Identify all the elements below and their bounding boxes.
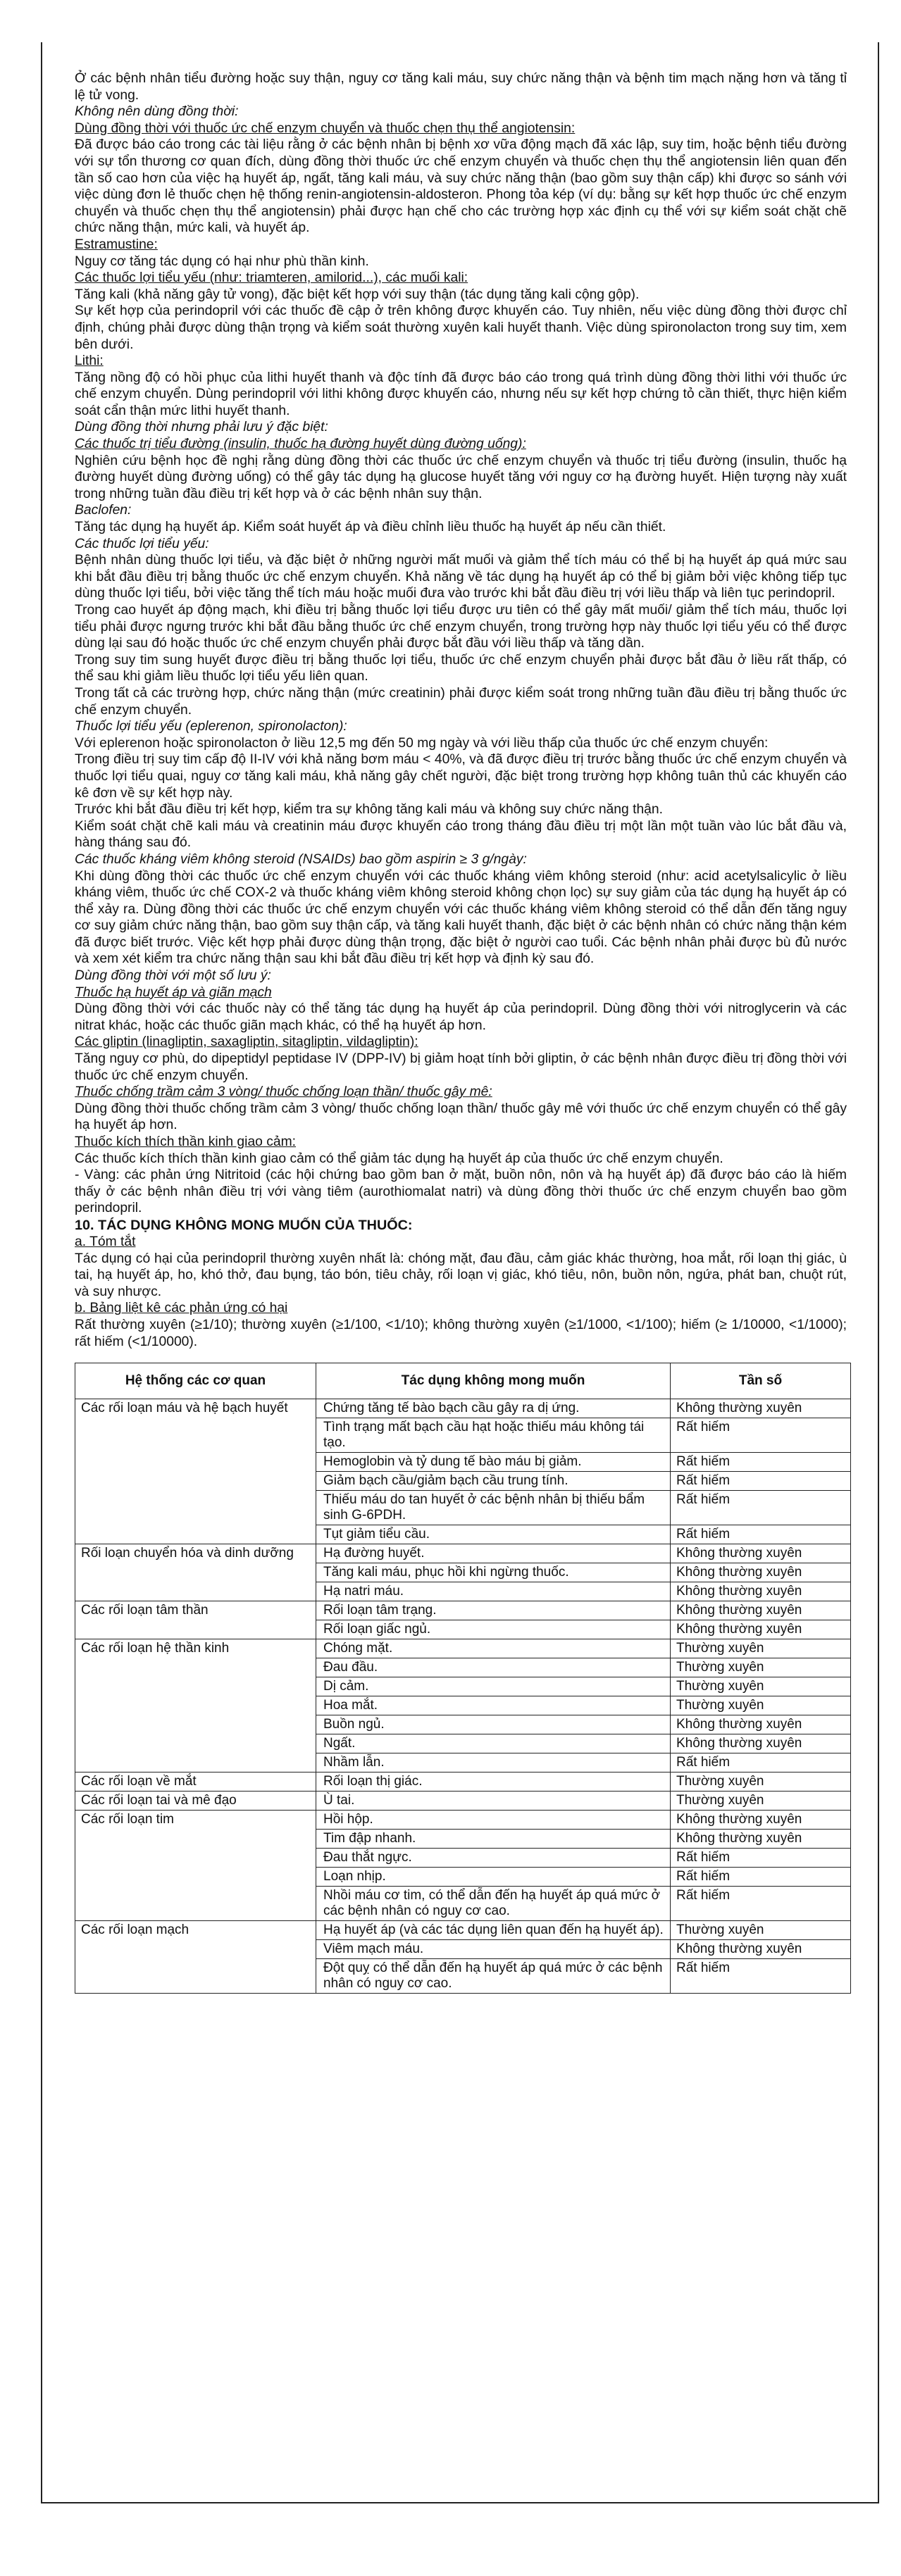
frequency-cell: Không thường xuyên [671,1544,851,1563]
subheading: Dùng đồng thời với một số lưu ý: [75,968,271,984]
effect-cell: Ù tai. [316,1792,671,1811]
frequency-cell: Rất hiếm [671,1472,851,1491]
paragraph: Tăng nồng độ có hồi phục của lithi huyết thanh và độc tính đã được báo cáo trong quá trình dùng đồng thời lithi với thuốc ức chế enzym chuyển. Dùng perindopril với lithi không được khuyến cáo, nhưng nếu sự kết hợp chứng tỏ cần thiết, thực hiện kiểm soát cẩn thận mức lithi huyết thanh. [75,370,847,418]
table-row [75,1811,851,1830]
frequency-cell: Không thường xuyên [671,1582,851,1601]
effect-cell: Đau đầu. [316,1658,671,1677]
frequency-cell: Không thường xuyên [671,1811,851,1830]
table-row [75,1792,851,1811]
paragraph: Tăng nguy cơ phù, do dipeptidyl peptidase IV (DPP-IV) bị giảm hoạt tính bởi gliptin, ở các bệnh nhân được điều trị đồng thời với thuốc ức chế enzym chuyển. [75,1051,847,1083]
effect-cell: Dị cảm. [316,1677,671,1696]
paragraph: Tác dụng có hại của perindopril thường xuyên nhất là: chóng mặt, đau đầu, cảm giác khác thường, hoa mắt, rối loạn thị giác, ù tai, hạ huyết áp, ho, khó thở, đau bụng, táo bón, tiêu chảy, rối loạn vị giác, khó tiêu, nôn, buồn nôn, ngứa, phát ban, chuột rút, và suy nhược. [75,1251,847,1299]
frequency-cell: Rất hiếm [671,1868,851,1887]
effect-cell: Rối loạn giấc ngủ. [316,1620,671,1639]
effect-cell: Rối loạn tâm trạng. [316,1601,671,1620]
paragraph: Nguy cơ tăng tác dụng có hại như phù thần kinh. [75,254,369,269]
paragraph: Tăng kali (khả năng gây tử vong), đặc biệt kết hợp với suy thận (tác dụng tăng kali cộng gộp). [75,287,640,302]
frequency-cell: Thường xuyên [671,1696,851,1715]
effect-cell: Buồn ngủ. [316,1715,671,1734]
effect-cell: Hemoglobin và tỷ dung tế bào máu bị giảm. [316,1453,671,1472]
frequency-cell: Rất hiếm [671,1849,851,1868]
frequency-cell: Không thường xuyên [671,1563,851,1582]
paragraph: Ở các bệnh nhân tiểu đường hoặc suy thận, nguy cơ tăng kali máu, suy chức năng thận và bệnh tim mạch nặng hơn và tăng tỉ lệ tử vong. [75,71,847,103]
frequency-cell: Rất hiếm [671,1753,851,1772]
organ-cell: Các rối loạn tai và mê đạo [75,1792,316,1811]
frequency-cell: Rất hiếm [671,1491,851,1525]
frequency-cell: Không thường xuyên [671,1399,851,1418]
subheading: b. Bảng liệt kê các phản ứng có hại [75,1301,288,1316]
subheading: Thuốc hạ huyết áp và giãn mạch [75,984,272,1000]
header-organ: Hệ thống các cơ quan [75,1363,316,1399]
effect-cell: Chứng tăng tế bào bạch cầu gây ra dị ứng. [316,1399,671,1418]
subheading: Dùng đồng thời nhưng phải lưu ý đặc biệt: [75,420,328,435]
paragraph: Sự kết hợp của perindopril với các thuốc đề cập ở trên không được khuyến cáo. Tuy nhiên, nếu việc dùng đồng thời được chỉ định, chúng phải được dùng thận trọng và kiểm soát thường xuyên kali huyết thanh. Việc dùng spironolacton trong suy tim, xem bên dưới. [75,304,847,352]
section-heading: 10. TÁC DỤNG KHÔNG MONG MUỐN CỦA THUỐC: [75,1217,413,1233]
frequency-cell: Thường xuyên [671,1772,851,1792]
frequency-cell: Rất hiếm [671,1418,851,1453]
organ-cell: Các rối loạn máu và hệ bạch huyết [75,1399,316,1544]
effect-cell: Ngất. [316,1734,671,1753]
organ-cell: Các rối loạn hệ thần kinh [75,1639,316,1772]
subheading: Các thuốc lợi tiểu yếu: [75,536,209,551]
subheading: Dùng đồng thời với thuốc ức chế enzym chuyển và thuốc chẹn thụ thể angiotensin: [75,120,576,136]
effect-cell: Tụt giảm tiểu cầu. [316,1525,671,1544]
organ-cell: Rối loạn chuyển hóa và dinh dưỡng [75,1544,316,1601]
document-text [75,70,847,1350]
frequency-cell: Thường xuyên [671,1792,851,1811]
frequency-cell: Thường xuyên [671,1921,851,1940]
subheading: Các thuốc kháng viêm không steroid (NSAIDs) bao gồm aspirin ≥ 3 g/ngày: [75,851,527,867]
subheading: Các thuốc lợi tiểu yếu (như: triamteren, amilorid...), các muối kali: [75,270,468,286]
frequency-cell: Rất hiếm [671,1525,851,1544]
effect-cell: Tình trạng mất bạch cầu hạt hoặc thiếu máu không tái tạo. [316,1418,671,1453]
frequency-cell: Thường xuyên [671,1658,851,1677]
effect-cell: Thiếu máu do tan huyết ở các bệnh nhân bị thiếu bẩm sinh G-6PDH. [316,1491,671,1525]
effect-cell: Hạ đường huyết. [316,1544,671,1563]
frequency-cell: Không thường xuyên [671,1715,851,1734]
subheading: Lithi: [75,354,104,369]
frequency-cell: Thường xuyên [671,1639,851,1658]
table-row [75,1544,851,1563]
paragraph: Tăng tác dụng hạ huyết áp. Kiểm soát huyết áp và điều chỉnh liều thuốc hạ huyết áp nếu cần thiết. [75,520,666,535]
effect-cell: Rối loạn thị giác. [316,1772,671,1792]
effect-cell: Hạ natri máu. [316,1582,671,1601]
paragraph: Rất thường xuyên (≥1/10); thường xuyên (≥1/100, <1/10); không thường xuyên (≥1/1000, <1/100); hiếm (≥ 1/10000, <1/1000); rất hiếm (<1/10000). [75,1317,847,1349]
paragraph: Dùng đồng thời với các thuốc này có thể tăng tác dụng hạ huyết áp của perindopril. Dùng đồng thời với nitroglycerin và các nitrat khác, hoặc các thuốc giãn mạch khác, có thể hạ huyết áp hơn. [75,1001,847,1033]
organ-cell: Các rối loạn tim [75,1811,316,1921]
effect-cell: Nhồi máu cơ tim, có thể dẫn đến hạ huyết áp quá mức ở các bệnh nhân có nguy cơ cao. [316,1887,671,1921]
paragraph: Dùng đồng thời thuốc chống trầm cảm 3 vòng/ thuốc chống loạn thần/ thuốc gây mê với thuốc ức chế enzym chuyển có thể gây hạ huyết áp hơn. [75,1101,847,1133]
frequency-cell: Không thường xuyên [671,1940,851,1959]
paragraph: Trước khi bắt đầu điều trị kết hợp, kiểm tra sự không tăng kali máu và không suy chức năng thận. [75,802,663,818]
effect-cell: Hồi hộp. [316,1811,671,1830]
organ-cell: Các rối loạn về mắt [75,1772,316,1792]
effect-cell: Tăng kali máu, phục hồi khi ngừng thuốc. [316,1563,671,1582]
effect-cell: Hạ huyết áp (và các tác dụng liên quan đến hạ huyết áp). [316,1921,671,1940]
subheading: Thuốc lợi tiểu yếu (eplerenon, spironolacton): [75,719,347,734]
subheading: Estramustine: [75,237,158,252]
frequency-cell: Thường xuyên [671,1677,851,1696]
effect-cell: Tim đập nhanh. [316,1830,671,1849]
frequency-cell: Không thường xuyên [671,1734,851,1753]
paragraph: Đã được báo cáo trong các tài liệu rằng ở các bệnh nhân bị bệnh xơ vữa động mạch đã xác lập, suy tim, hoặc bệnh tiểu đường với sự tổn thương cơ quan đích, dùng đồng thời thuốc ức chế enzym chuyển và thuốc chẹn thụ thể angiotensin liên quan đến tần số cao hơn của việc hạ huyết áp, ngất, tăng kali máu, và suy chức năng thận (bao gồm suy thận cấp) khi được so sánh với việc dùng đơn lẻ thuốc chẹn hệ thống renin-angiotensin-aldosteron. Phong tỏa kép (ví dụ: bằng sự kết hợp thuốc ức chế enzym chuyển và thuốc chẹn thụ thể angiotensin) phải được hạn chế cho các trường hợp xác định cụ thể với sự kiểm soát chặt chẽ chức năng thận, mức kali, và huyết áp. [75,137,847,236]
paragraph: Trong cao huyết áp động mạch, khi điều trị bằng thuốc lợi tiểu được ưu tiên có thể gây mất muối/ giảm thể tích máu, thuốc lợi tiểu phải được ngưng trước khi bắt đầu bằng thuốc ức chế enzym chuyển, trong trường hợp này thuốc lợi tiểu yếu có thể được dùng lại sau đó hoặc thuốc ức chế enzym chuyển phải được bắt đầu với liều thấp và tăng dần. [75,603,847,651]
paragraph: Bệnh nhân dùng thuốc lợi tiểu, và đặc biệt ở những người mất muối và giảm thể tích máu có thể bị hạ huyết áp quá mức sau khi bắt đầu điều trị bằng thuốc ức chế enzym chuyển. Khả năng về tác dụng hạ huyết áp có thể bị giảm bởi việc không tiếp tục dùng thuốc lợi tiểu, bởi việc tăng thể tích máu hoặc muối đưa vào trước khi bắt đầu điều trị với liều thấp và liên tục perindopril. [75,553,847,601]
header-frequency: Tần số [671,1363,851,1399]
paragraph: Trong tất cả các trường hợp, chức năng thận (mức creatinin) phải được kiểm soát trong những tuần đầu điều trị bằng thuốc ức chế enzym chuyển. [75,685,847,718]
paragraph: - Vàng: các phản ứng Nitritoid (các hội chứng bao gồm ban ở mặt, buồn nôn, nôn và hạ huyết áp) đã được báo cáo là hiếm thấy ở các bệnh nhân điều trị với vàng tiêm (aurothiomalat natri) và dùng đồng thời thuốc ức chế enzym chuyển bao gồm perindopril. [75,1168,847,1216]
subheading: a. Tóm tắt [75,1234,136,1249]
effect-cell: Hoa mắt. [316,1696,671,1715]
organ-cell: Các rối loạn tâm thần [75,1601,316,1639]
table-row [75,1921,851,1940]
subheading: Thuốc chống trầm cảm 3 vòng/ thuốc chống loạn thần/ thuốc gây mê: [75,1084,492,1100]
paragraph: Với eplerenon hoặc spironolacton ở liều 12,5 mg đến 50 mg ngày và với liều thấp của thuốc ức chế enzym chuyển: [75,735,769,751]
paragraph: Trong điều trị suy tim cấp độ II-IV với khả năng bơm máu < 40%, và đã được điều trị trước bằng thuốc ức chế enzym chuyển và thuốc lợi tiểu quai, nguy cơ tăng kali máu, khả năng gây chết người, đặc biệt trong trường hợp không tuân thủ các khuyến cáo kê đơn về sự kết hợp này. [75,752,847,801]
frequency-cell: Không thường xuyên [671,1601,851,1620]
subheading: Các gliptin (linagliptin, saxagliptin, sitagliptin, vildagliptin): [75,1034,418,1050]
subheading: Không nên dùng đồng thời: [75,104,239,120]
organ-cell: Các rối loạn mạch [75,1921,316,1994]
effect-cell: Chóng mặt. [316,1639,671,1658]
paragraph: Trong suy tim sung huyết được điều trị bằng thuốc lợi tiểu, thuốc ức chế enzym chuyển phải được bắt đầu ở liều rất thấp, có thể sau khi giảm liều thuốc lợi tiểu yếu liên quan. [75,652,847,684]
frequency-cell: Rất hiếm [671,1887,851,1921]
subheading: Thuốc kích thích thần kinh giao cảm: [75,1134,297,1149]
paragraph: Các thuốc kích thích thần kinh giao cảm có thể giảm tác dụng hạ huyết áp của thuốc ức chế enzym chuyển. [75,1151,723,1166]
frequency-cell: Không thường xuyên [671,1830,851,1849]
table-row [75,1601,851,1620]
table-row [75,1639,851,1658]
effect-cell: Nhầm lẫn. [316,1753,671,1772]
paragraph: Kiểm soát chặt chẽ kali máu và creatinin máu được khuyến cáo trong tháng đầu điều trị một lần một tuần vào lúc bắt đầu và, hàng tháng sau đó. [75,818,847,851]
effect-cell: Viêm mạch máu. [316,1940,671,1959]
subheading: Baclofen: [75,503,132,518]
frequency-cell: Không thường xuyên [671,1620,851,1639]
effect-cell: Đột quỵ có thể dẫn đến hạ huyết áp quá mức ở các bệnh nhân có nguy cơ cao. [316,1959,671,1994]
table-header-row [75,1363,851,1399]
effect-cell: Giảm bạch cầu/giảm bạch cầu trung tính. [316,1472,671,1491]
frequency-cell: Rất hiếm [671,1959,851,1994]
header-effect: Tác dụng không mong muốn [316,1363,671,1399]
frequency-cell: Rất hiếm [671,1453,851,1472]
paragraph: Khi dùng đồng thời các thuốc ức chế enzym chuyển với các thuốc kháng viêm không steroid (như: acid acetylsalicylic ở liều kháng viêm, thuốc ức chế COX-2 và thuốc kháng viêm không steroid không chọn lọc) sự suy giảm của tác dụng hạ huyết áp có thể xảy ra. Dùng đồng thời các thuốc ức chế enzym chuyển với các thuốc kháng viêm không steroid có thể dẫn đến tăng nguy cơ suy giảm chức năng thận, bao gồm suy thận cấp, và tăng kali huyết thanh, đặc biệt ở các bệnh nhân có chức năng thận kém đã được biết trước. Việc kết hợp phải được dùng thận trọng, đặc biệt ở người cao tuổi. Các bệnh nhân phải được bù đủ nước và xem xét kiểm tra chức năng thận sau khi bắt đầu điều trị kết hợp và định kỳ sau đó. [75,868,847,967]
paragraph: Nghiên cứu bệnh học đề nghị rằng dùng đồng thời các thuốc ức chế enzym chuyển và thuốc trị tiểu đường (insulin, thuốc hạ đường huyết dùng đường uống) có thể gây tác dụng hạ glucose huyết tăng với nguy cơ hạ đường huyết. Hiện tượng này xuất trong những tuần đầu điều trị kết hợp và ở các bệnh nhân suy thận. [75,453,847,501]
effect-cell: Loạn nhịp. [316,1868,671,1887]
document-page [41,42,879,2503]
table-row [75,1399,851,1418]
table-row [75,1772,851,1792]
subheading: Các thuốc trị tiểu đường (insulin, thuốc hạ đường huyết dùng đường uống): [75,437,526,452]
adverse-reactions-table [75,1363,851,1994]
effect-cell: Đau thắt ngực. [316,1849,671,1868]
